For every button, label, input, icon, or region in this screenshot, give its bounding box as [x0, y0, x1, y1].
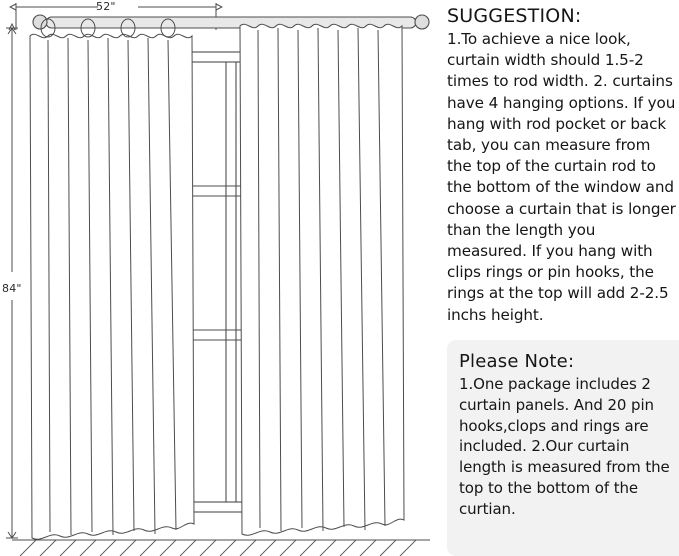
- note-heading: Please Note:: [459, 351, 575, 372]
- floor-hatching: [12, 540, 430, 556]
- curtain-panel-right: [240, 24, 404, 535]
- width-dimension-label: 52": [96, 0, 116, 13]
- curtain-panel-left: [30, 34, 194, 539]
- note-body: 1.One package includes 2 curtain panels. And 20 pin hooks,clops and rings are included. 2.Our curtain length is measured from the top to the bottom of the curtian.: [459, 375, 670, 518]
- text-column: [447, 0, 679, 556]
- height-dimension-label: 84": [2, 282, 22, 295]
- suggestion-block: [447, 4, 679, 326]
- suggestion-heading: SUGGESTION:: [447, 5, 582, 27]
- suggestion-body: 1.To achieve a nice look, curtain width should 1.5-2 times to rod width. 2. curtains have 4 hanging options. If you hang with rod pocket or back tab, you can measure from the top of the curtain rod to the bottom of the window and choose a curtain that is longer than the length you measured. If you hang with clips rings or pin hooks, the rings at the top will add 2-2.5 inchs height.: [447, 30, 676, 324]
- please-note-block: [447, 340, 679, 556]
